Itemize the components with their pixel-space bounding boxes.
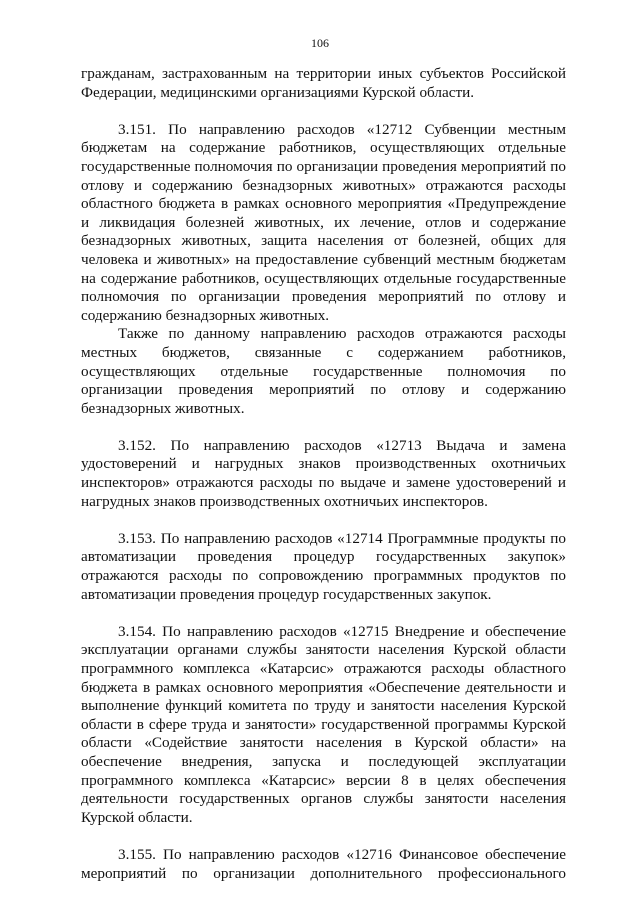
- paragraph-3-151: 3.151. По направлению расходов «12712 Субвенции местным бюджетам на содержание работников, осуществляющих отдельные государственные полномочия по организации проведения мероприятий по отлову и содержанию безнадзорных животных» отражаются расходы областного бюджета в рамках основного мероприятия «Предупреждение и ликвидация болезней животных, их лечение, отлов и содержание безнадзорных животных, защита населения от болезней, общих для человека и животных» на предоставление субвенций местным бюджетам на содержание работников, осуществляющих отдельные государственные полномочия по организации проведения мероприятий по отлову и содержанию безнадзорных животных.: [81, 120, 566, 324]
- paragraph-continuation: гражданам, застрахованным на территории иных субъектов Российской Федерации, медицинскими организациями Курской области.: [81, 65, 566, 101]
- page-number: 106: [311, 36, 329, 50]
- paragraph-3-151-addendum: Также по данному направлению расходов отражаются расходы местных бюджетов, связанные с содержанием работников, осуществляющих отдельные государственные полномочия по организации проведения мероприятий по отлову и содержанию безнадзорных животных.: [81, 325, 566, 417]
- paragraph-3-155: 3.155. По направлению расходов «12716 Финансовое обеспечение мероприятий по организации дополнительного профессионального: [81, 845, 566, 882]
- document-body: [81, 65, 566, 883]
- paragraph-3-154: 3.154. По направлению расходов «12715 Внедрение и обеспечение эксплуатации органами службы занятости населения Курской области программного комплекса «Катарсис» отражаются расходы областного бюджета в рамках основного мероприятия «Обеспечение деятельности и выполнение функций комитета по труду и занятости населения Курской области в сфере труда и занятости» государственной программы Курской области «Содействие занятости населения в Курской области» на обеспечение внедрения, запуска и последующей эксплуатации программного комплекса «Катарсис» версии 8 в целях обеспечения деятельности государственных органов службы занятости населения Курской области.: [81, 622, 566, 826]
- paragraph-3-153: 3.153. По направлению расходов «12714 Программные продукты по автоматизации проведения процедур государственных закупок» отражаются расходы по сопровождению программных продуктов по автоматизации проведения процедур государственных закупок.: [81, 529, 566, 603]
- paragraph-3-152: 3.152. По направлению расходов «12713 Выдача и замена удостоверений и нагрудных знаков производственных охотничьих инспекторов» отражаются расходы по выдаче и замене удостоверений и нагрудных знаков производственных охотничьих инспекторов.: [81, 436, 566, 510]
